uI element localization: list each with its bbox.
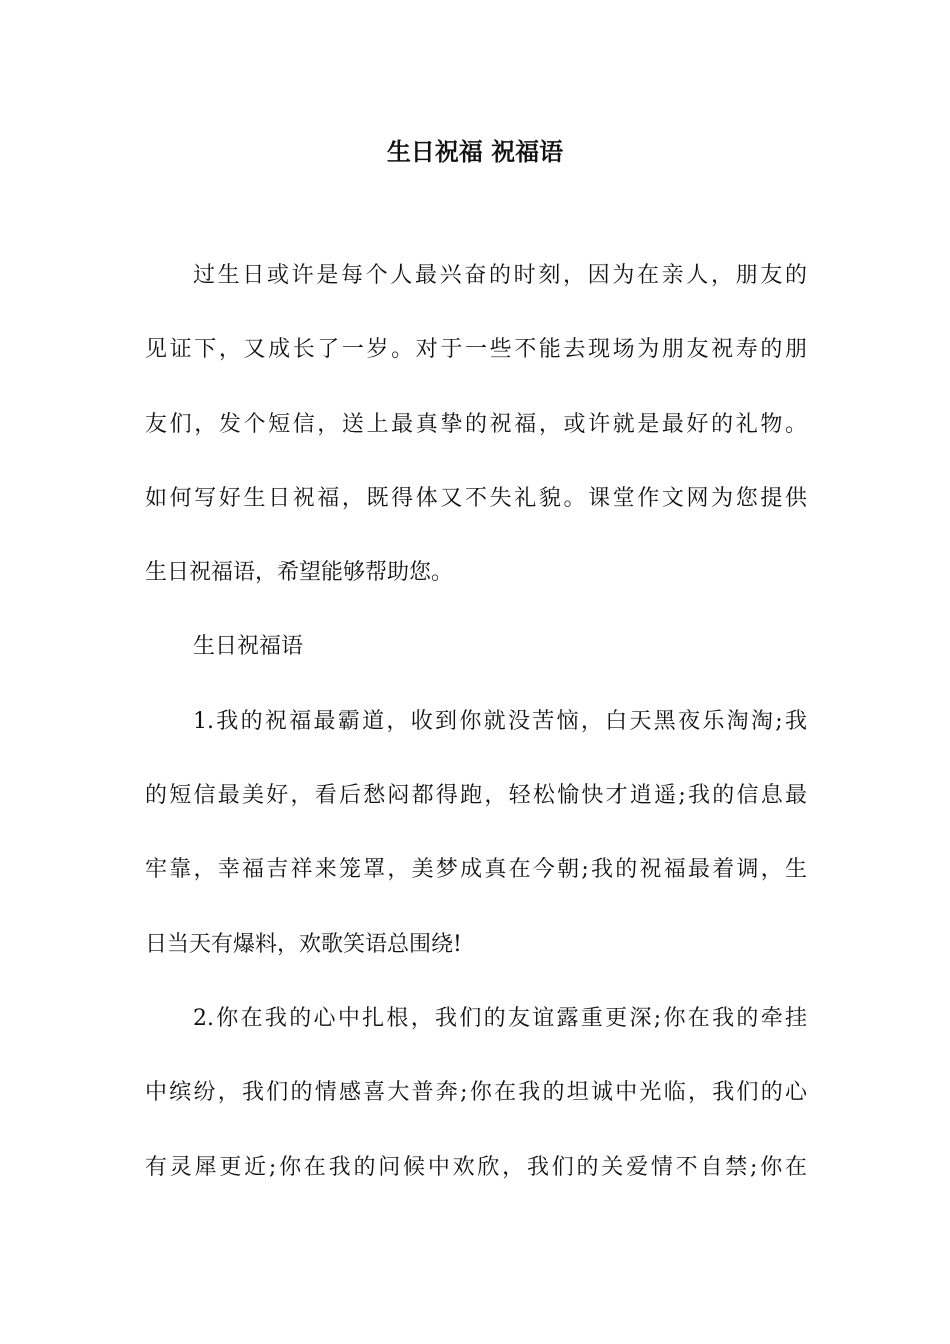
text-line: 生日祝福语，希望能够帮助您。 [145,560,454,586]
text-line: 1.我的祝福最霸道，收到你就没苦恼，白天黑夜乐淘淘;我 [193,708,807,734]
document-title: 生日祝福 祝福语 [386,138,564,166]
text-line: 生日祝福语 [193,634,304,660]
text-line: 2.你在我的心中扎根，我们的友谊露重更深;你在我的牵挂 [193,1005,807,1031]
text-line: 有灵犀更近;你在我的问候中欢欣，我们的关爱情不自禁;你在 [145,1154,807,1180]
text-line: 牢靠，幸福吉祥来笼罩，美梦成真在今朝;我的祝福最着调，生 [145,857,807,883]
text-line: 见证下，又成长了一岁。对于一些不能去现场为朋友祝寿的朋 [145,337,807,363]
text-line: 中缤纷，我们的情感喜大普奔;你在我的坦诚中光临，我们的心 [145,1080,807,1106]
text-line: 如何写好生日祝福，既得体又不失礼貌。课堂作文网为您提供 [145,485,807,511]
text-line: 友们，发个短信，送上最真挚的祝福，或许就是最好的礼物。 [145,411,807,437]
text-line: 过生日或许是每个人最兴奋的时刻，因为在亲人，朋友的 [193,263,807,288]
document-body [145,256,807,1222]
text-line: 日当天有爆料，欢歌笑语总围绕! [145,931,462,957]
text-line: 的短信最美好，看后愁闷都得跑，轻松愉快才逍遥;我的信息最 [145,783,807,809]
